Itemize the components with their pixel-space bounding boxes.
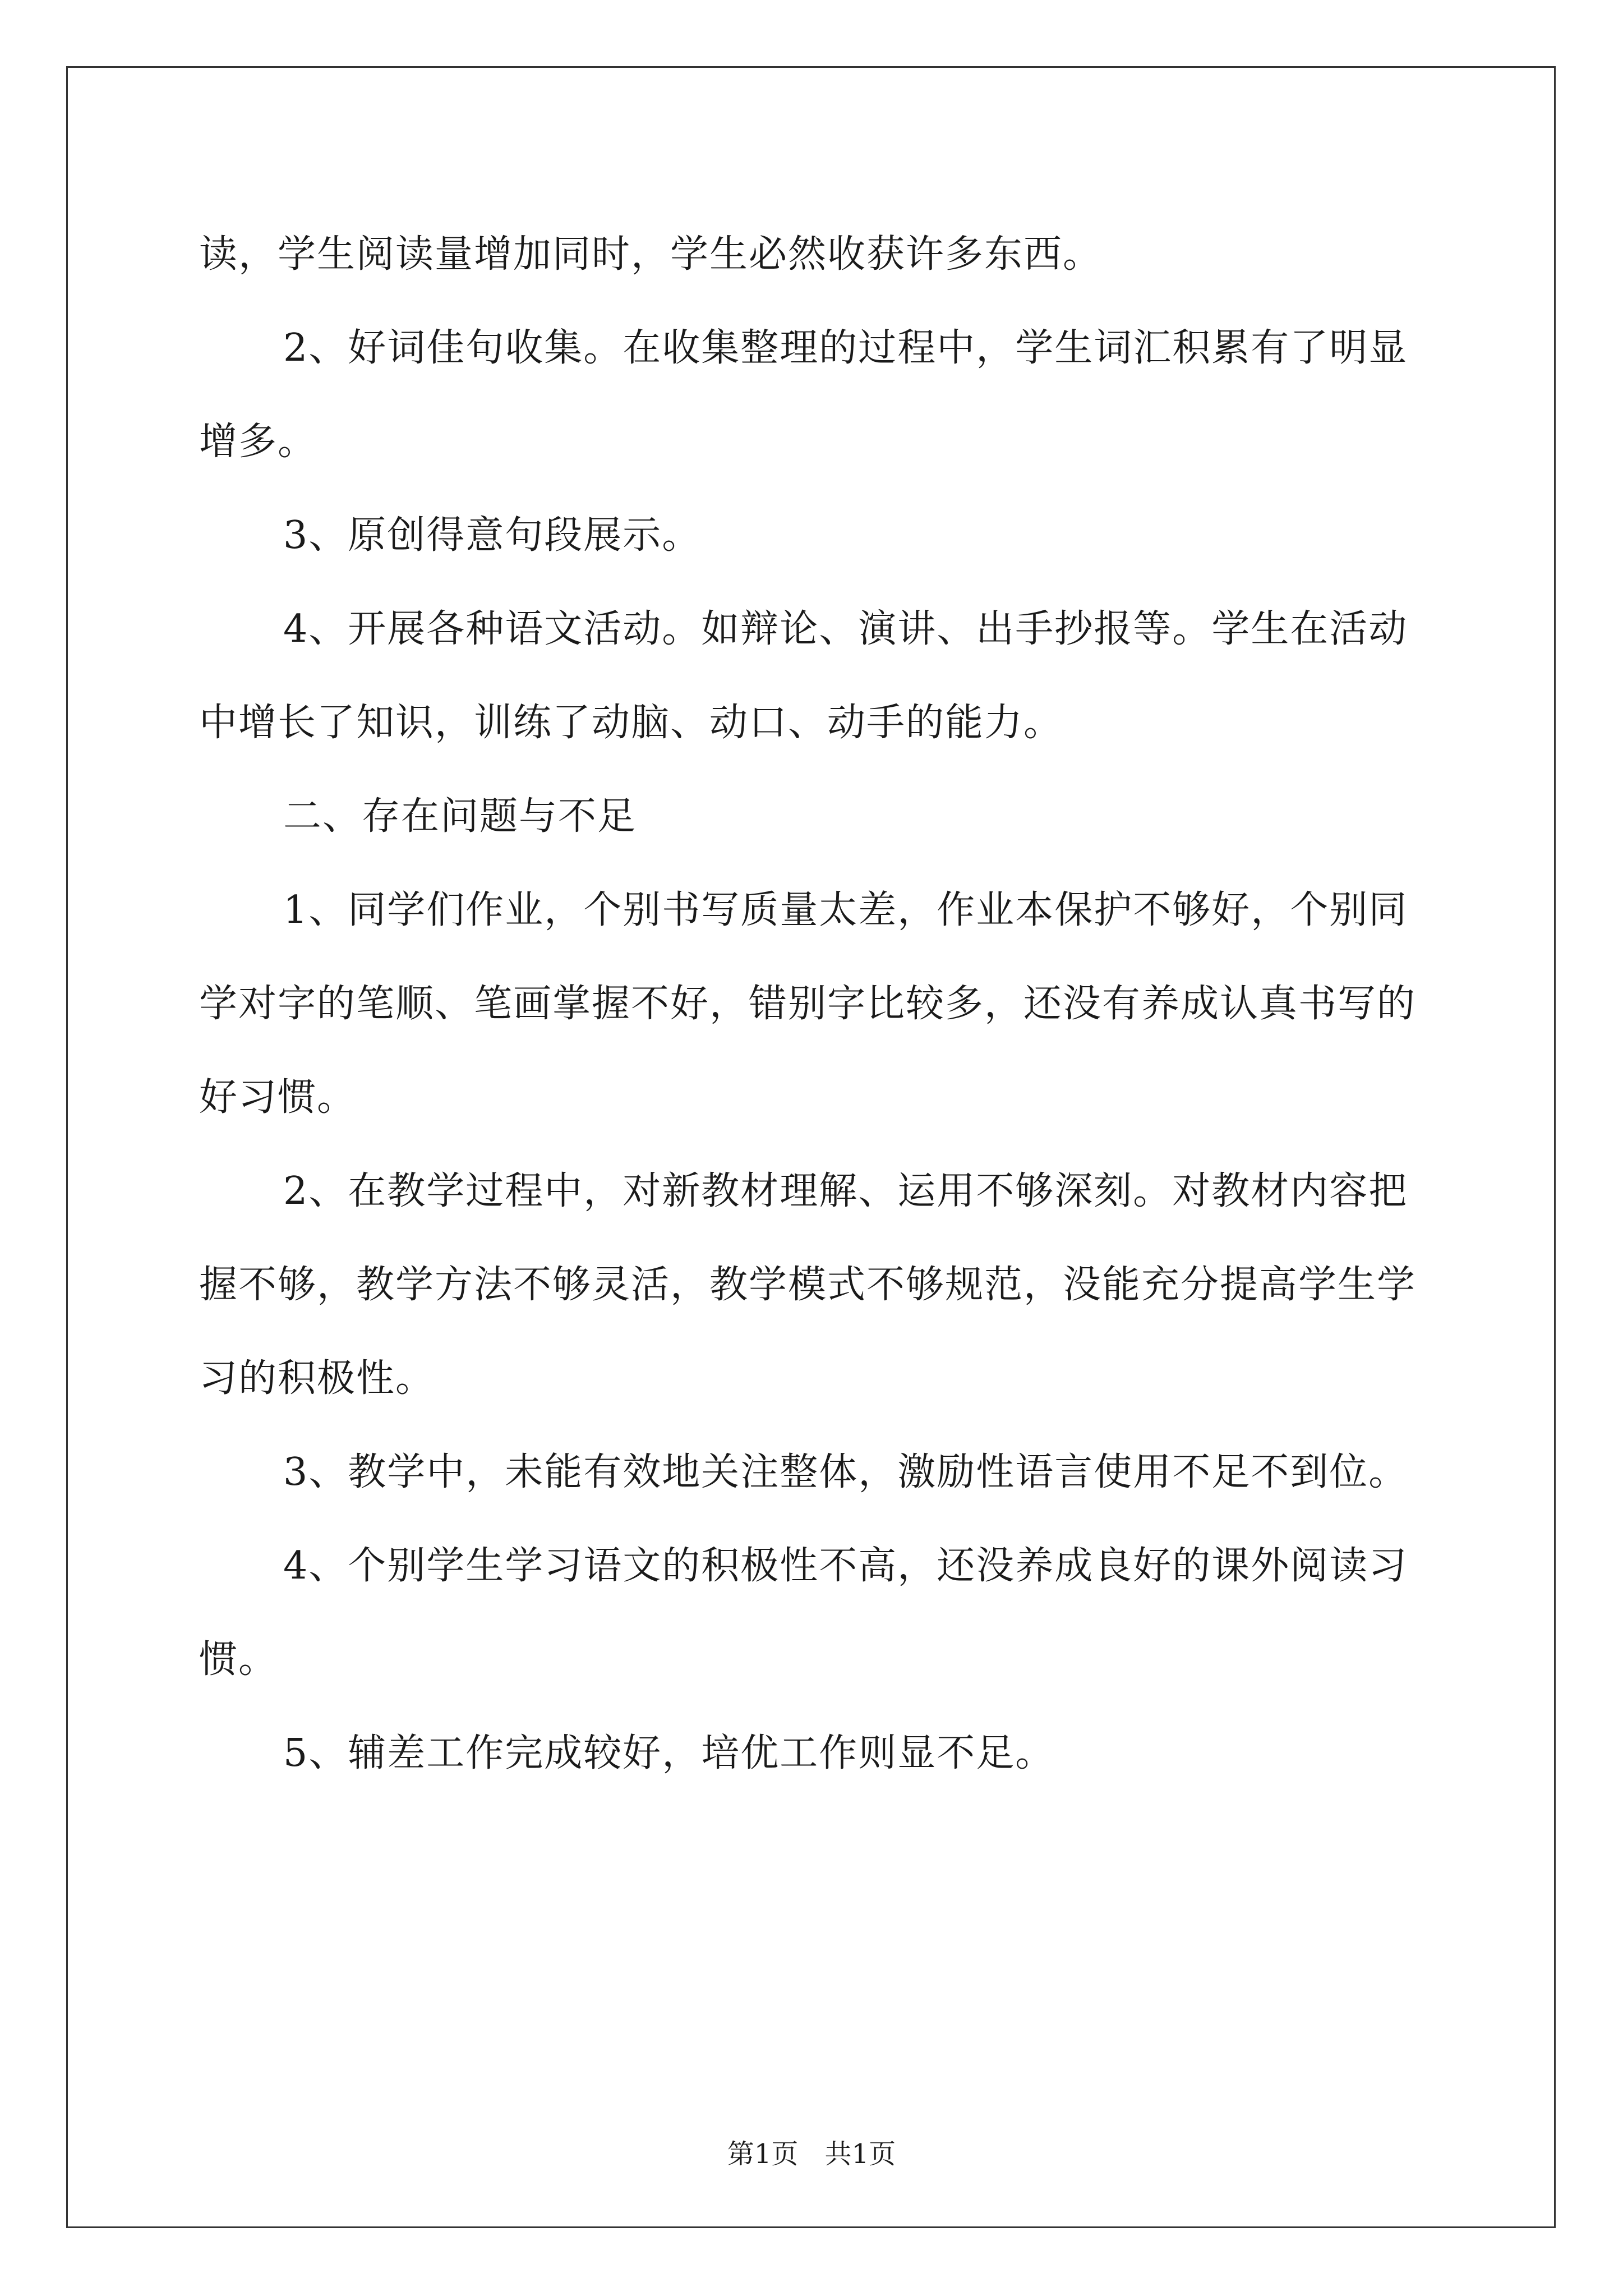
paragraph-10: 5、辅差工作完成较好，培优工作则显不足。 <box>283 1731 1055 1775</box>
paragraph-3: 3、原创得意句段展示。 <box>283 513 702 558</box>
paragraph-2: 2、好词佳句收集。在收集整理的过程中，学生词汇积累有了明显增多。 <box>199 326 1408 464</box>
paragraph-4: 4、开展各种语文活动。如辩论、演讲、出手抄报等。学生在活动中增长了知识，训练了动脑、动口、动手的能力。 <box>199 607 1408 745</box>
paragraph-8: 3、教学中，未能有效地关注整体，激励性语言使用不足不到位。 <box>283 1450 1408 1494</box>
paragraph-1: 读，学生阅读量增加同时，学生必然收获许多东西。 <box>199 232 1103 277</box>
page-number: 第1页 <box>727 2138 799 2170</box>
paragraph-6: 1、同学们作业，个别书写质量太差，作业本保护不够好，个别同学对字的笔顺、笔画掌握不好，错别字比较多，还没有养成认真书写的好习惯。 <box>199 888 1417 1120</box>
page-total: 共1页 <box>824 2138 896 2170</box>
document-body <box>199 208 1433 1800</box>
paragraph-9: 4、个别学生学习语文的积极性不高，还没养成良好的课外阅读习惯。 <box>199 1544 1408 1682</box>
page-footer <box>0 2137 1623 2171</box>
paragraph-7: 2、在教学过程中，对新教材理解、运用不够深刻。对教材内容把握不够，教学方法不够灵活，教学模式不够规范，没能充分提高学生学习的积极性。 <box>199 1169 1417 1401</box>
section-heading: 二、存在问题与不足 <box>283 794 637 839</box>
